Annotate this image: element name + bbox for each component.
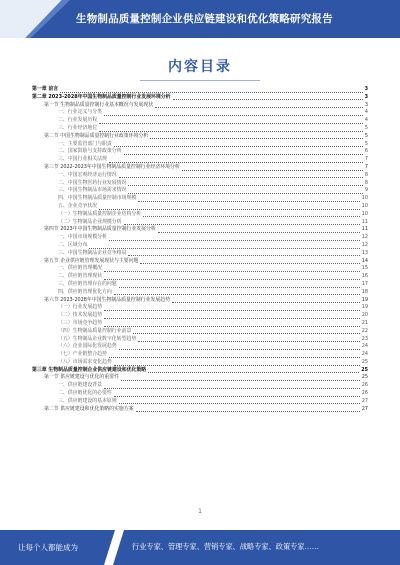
toc-entry[interactable]: [32, 86, 368, 94]
toc-entry[interactable]: [32, 273, 368, 281]
toc-leader-dots: [119, 349, 360, 350]
toc-entry-page: 3: [364, 86, 368, 92]
toc-entry[interactable]: [32, 351, 368, 359]
toc-entry-page: 15: [361, 265, 368, 272]
toc-leader-dots: [104, 388, 360, 389]
toc-entry-page: 25: [361, 366, 368, 373]
toc-entry[interactable]: [32, 125, 368, 133]
toc-leader-dots: [128, 185, 362, 186]
toc-entry-title: （八）市场需求变化趋势: [58, 358, 112, 365]
toc-leader-dots: [119, 403, 360, 404]
toc-entry-page: 26: [361, 390, 368, 397]
toc-leader-dots: [148, 372, 359, 373]
toc-leader-dots: [158, 232, 360, 233]
toc-leader-dots: [114, 294, 360, 295]
toc-leader-dots: [155, 107, 363, 108]
toc-entry-page: 13: [361, 249, 368, 256]
toc-entry-title: （四）生物制品质量控制行业前景: [58, 327, 132, 334]
toc-entry-title: （二）生物制品企业规模分析: [58, 218, 122, 225]
toc-entry[interactable]: [32, 148, 368, 156]
toc-leader-dots: [114, 146, 363, 147]
toc-entry-title: （二）技术发展趋势: [58, 312, 103, 319]
toc-entry-title: 三、中国行业相关法规: [58, 156, 107, 163]
toc-entry-title: （一）生物制品质量控制企业结构分析: [58, 210, 142, 217]
toc-entry[interactable]: [32, 203, 368, 211]
toc-entry-title: 三、供应链管理存在的问题: [58, 280, 117, 287]
toc-entry-title: （一）行业发展趋势: [58, 304, 103, 311]
toc-entry-title: （七）产业链整合趋势: [58, 351, 107, 358]
toc-entry-title: 第四节 2023年中国生物制品质量控制行业发展分析: [44, 226, 156, 233]
toc-entry-title: （三）市场竞争趋势: [58, 319, 103, 326]
toc-leader-dots: [182, 170, 363, 171]
toc-entry-page: 8: [364, 171, 368, 178]
toc-entry-page: 12: [361, 241, 368, 248]
toc-entry-title: 二、中国生物医药行业发展情况: [58, 179, 127, 186]
toc-entry[interactable]: [32, 156, 368, 164]
toc-entry-title: 第二章 2023-2028年中国生物制品质量控制行业发展环境分析: [32, 93, 171, 100]
toc-entry-page: 21: [361, 319, 368, 326]
toc-entry-title: 一、中国宏观经济运行情况: [58, 171, 117, 178]
toc-entry-title: 第三章 生物制品质量控制企业供应链建设和优化策略: [32, 366, 147, 373]
toc-entry-title: 一、中国市场规模分析: [58, 234, 107, 241]
toc-entry-page: 11: [361, 226, 368, 233]
toc-entry-page: 25: [361, 358, 368, 365]
toc-entry-page: 3: [364, 101, 368, 108]
toc-heading-divider: [140, 80, 260, 81]
toc-entry[interactable]: [32, 195, 368, 203]
toc-entry[interactable]: [32, 304, 368, 312]
page-number: 1: [198, 508, 202, 515]
toc-entry-page: 25: [361, 374, 368, 381]
toc-entry-page: 27: [361, 397, 368, 404]
toc-entry-page: 7: [364, 156, 368, 163]
toc-entry-page: 10: [361, 202, 368, 209]
page-footer: [0, 530, 400, 565]
toc-entry-title: 二、行业发展历程: [58, 117, 98, 124]
toc-leader-dots: [140, 263, 359, 264]
toc-entry[interactable]: [32, 172, 368, 180]
toc-leader-dots: [109, 240, 360, 241]
toc-entry-title: 二、供应链管理现状: [58, 273, 103, 280]
toc-leader-dots: [114, 365, 360, 366]
toc-entry-page: 23: [361, 335, 368, 342]
toc-entry[interactable]: [32, 406, 368, 414]
toc-leader-dots: [138, 341, 360, 342]
toc-entry-title: 三、中国生物制品市场需求情况: [58, 187, 127, 194]
toc-leader-dots: [104, 279, 360, 280]
toc-entry-page: 18: [361, 288, 368, 295]
toc-entry-title: 三、行业经济地位: [58, 124, 98, 131]
toc-entry-page: 12: [361, 234, 368, 241]
toc-entry[interactable]: [32, 94, 368, 102]
toc-entry-title: 第二节 供应链建设和优化策略的实施方案: [44, 405, 134, 412]
toc-leader-dots: [150, 138, 363, 139]
toc-entry-page: 5: [364, 140, 368, 147]
toc-entry[interactable]: [32, 117, 368, 125]
toc-entry-page: 22: [361, 327, 368, 334]
toc-entry-page: 19: [361, 304, 368, 311]
footer-tagline: 行业专家、管理专家、营销专家、战略专家、政策专家……: [132, 542, 319, 551]
toc-entry-title: 第五节 企业供应链管理发展现状与主要问题: [44, 257, 139, 264]
footer-divider: [104, 530, 124, 565]
toc-heading: 内容目录: [168, 59, 232, 75]
toc-entry-title: 二、区域分布: [58, 241, 88, 248]
page-header: [0, 0, 400, 38]
toc-entry-title: 五、企业竞争状况: [58, 202, 98, 209]
toc-entry-page: 20: [361, 312, 368, 319]
toc-entry-page: 6: [364, 148, 368, 155]
toc-entry[interactable]: [32, 320, 368, 328]
toc-leader-dots: [128, 193, 362, 194]
toc-entry-title: 第一节 生物制品质量控制行业基本概况与发展现状: [44, 101, 154, 108]
toc-leader-dots: [109, 357, 360, 358]
toc-entry-title: 一、行业定义与分类: [58, 109, 103, 116]
toc-entry-page: 24: [361, 351, 368, 358]
toc-entry-page: 5: [364, 132, 368, 139]
toc-entry-page: 5: [364, 124, 368, 131]
toc-entry[interactable]: [32, 265, 368, 273]
toc-leader-dots: [104, 310, 360, 311]
toc-leader-dots: [119, 177, 363, 178]
toc-leader-dots: [119, 287, 360, 288]
toc-entry[interactable]: [32, 382, 368, 390]
toc-entry-title: （六）企业国际化发展趋势: [58, 343, 117, 350]
toc-leader-dots: [99, 123, 363, 124]
toc-entry[interactable]: [32, 398, 368, 406]
toc-entry[interactable]: [32, 343, 368, 351]
toc-leader-dots: [104, 326, 360, 327]
toc-entry[interactable]: [32, 359, 368, 367]
toc-leader-dots: [121, 380, 360, 381]
toc-entry-page: 10: [361, 210, 368, 217]
toc-leader-dots: [172, 302, 360, 303]
toc-entry-page: 10: [361, 195, 368, 202]
toc-entry-page: 4: [364, 109, 368, 116]
toc-entry[interactable]: [32, 289, 368, 297]
toc-leader-dots: [133, 333, 359, 334]
toc-leader-dots: [104, 115, 363, 116]
toc-entry-title: 三、供应链建设的基本原则: [58, 397, 117, 404]
toc-entry-title: 三、中国生物制品企业竞争格局: [58, 249, 127, 256]
toc-entry-title: 四、供应链管理优化方向: [58, 288, 112, 295]
toc-entry-title: （五）生物制品企业数字化转型趋势: [58, 335, 137, 342]
toc-entry-page: 24: [361, 343, 368, 350]
toc-entry-page: 26: [361, 382, 368, 389]
toc-entry-page: 17: [361, 280, 368, 287]
toc-entry[interactable]: [32, 187, 368, 195]
toc-entry-title: 第六节 2023-2028年中国生物制品质量控制行业发展趋势: [44, 296, 171, 303]
toc-leader-dots: [124, 154, 363, 155]
toc-leader-dots: [124, 224, 360, 225]
toc-entry[interactable]: [32, 164, 368, 172]
toc-leader-dots: [109, 162, 363, 163]
toc-entry-page: 14: [361, 257, 368, 264]
report-title: 生物制品质量控制企业供应链建设和优化策略研究报告: [76, 13, 333, 25]
toc-entry-title: 一、供应链建设背景: [58, 382, 103, 389]
toc-entry[interactable]: [32, 234, 368, 242]
toc-leader-dots: [114, 396, 360, 397]
toc-entry-title: 四、中国生物制品质量控制市场规模: [58, 195, 137, 202]
toc-entry-page: 4: [364, 117, 368, 124]
toc-entry-title: 第一章 前言: [32, 86, 59, 92]
toc-entry-page: 9: [364, 187, 368, 194]
toc-leader-dots: [104, 318, 360, 319]
toc-entry-page: 8: [364, 179, 368, 186]
toc-entry[interactable]: [32, 281, 368, 289]
toc-entry-page: 19: [361, 296, 368, 303]
toc-entry-title: 二、国家鼓励与支持政策分析: [58, 148, 122, 155]
table-of-contents: [32, 86, 368, 413]
toc-entry-page: 11: [361, 218, 368, 225]
toc-entry[interactable]: [32, 312, 368, 320]
toc-entry-page: 16: [361, 273, 368, 280]
toc-leader-dots: [104, 271, 360, 272]
toc-leader-dots: [136, 411, 360, 412]
toc-leader-dots: [89, 248, 359, 249]
toc-entry-title: 第三节 2022-2023年中国生物制品质量控制行业经济环境分析: [44, 163, 180, 170]
toc-entry-title: 第一节 供应链建设与优化的重要性: [44, 374, 119, 381]
toc-entry[interactable]: [32, 226, 368, 234]
toc-entry-page: 27: [361, 405, 368, 412]
toc-entry[interactable]: [32, 242, 368, 250]
toc-entry-title: 第二节 中国生物制品质量控制行业政策环境分析: [44, 132, 149, 139]
toc-leader-dots: [173, 99, 363, 100]
toc-entry-title: 一、主要监管部门与职责: [58, 140, 112, 147]
toc-entry[interactable]: [32, 390, 368, 398]
toc-leader-dots: [60, 92, 362, 93]
toc-entry[interactable]: [32, 328, 368, 336]
toc-entry-title: 一、供应链管理概况: [58, 265, 103, 272]
toc-entry[interactable]: [32, 211, 368, 219]
toc-entry[interactable]: [32, 133, 368, 141]
toc-leader-dots: [143, 216, 360, 217]
toc-entry-page: 3: [364, 93, 368, 100]
toc-leader-dots: [99, 131, 363, 132]
toc-entry[interactable]: [32, 250, 368, 258]
toc-leader-dots: [138, 201, 360, 202]
toc-entry-title: 二、供应链优化的必要性: [58, 390, 112, 397]
footer-slogan: 让每个人都能成为: [18, 543, 78, 552]
toc-leader-dots: [128, 255, 359, 256]
toc-leader-dots: [99, 209, 360, 210]
toc-entry-page: 7: [364, 163, 368, 170]
